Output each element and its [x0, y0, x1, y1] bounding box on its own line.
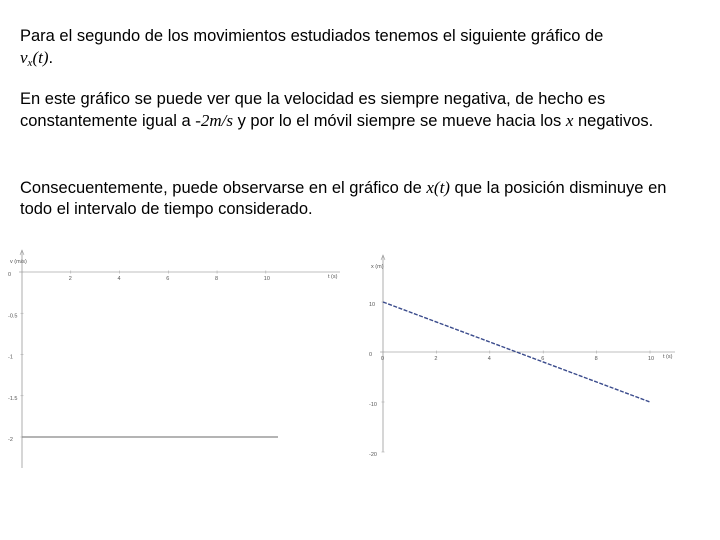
p2-text-a: En este gráfico se puede ver que la velocidad es siempre negativa, de hecho es constantemente igual a — [20, 90, 606, 130]
chart-0-xtick-label: 6 — [166, 276, 170, 282]
chart-1-ytick-label: 10 — [369, 302, 376, 308]
chart-0-xlabel: t (s) — [328, 274, 338, 280]
x-symbol: x — [565, 111, 574, 130]
chart-1-xtick-label: 4 — [487, 356, 491, 362]
chart-0-ylabel: v (m/s) — [10, 259, 27, 265]
chart-0-ytick-label: -0.5 — [8, 313, 18, 320]
chart-1-xtick-label: 0 — [381, 356, 385, 362]
chart-1-xtick-label: 2 — [434, 356, 438, 362]
chart-0-ytick-label: 0 — [8, 272, 12, 278]
chart-1-ylabel: x (m) — [371, 264, 384, 270]
chart-1-xtick-label: 8 — [594, 356, 598, 362]
p3-text-a: Consecuentemente, puede observarse en el gráfico de — [20, 179, 427, 197]
chart-0-xtick-label: 2 — [68, 276, 72, 282]
chart-1-xtick-label: 10 — [648, 356, 655, 362]
chart-1-ytick-label: 0 — [369, 352, 373, 358]
chart-0-ytick-label: -1 — [8, 354, 13, 361]
chart-1-xtick-label: 6 — [541, 356, 545, 362]
velocity-symbol: $v_x(t)$ — [20, 48, 49, 69]
chart-0-ytick-label: -1.5 — [8, 395, 18, 402]
chart-1-ytick-label: -20 — [369, 452, 377, 458]
chart-0-ytick-label: -2 — [8, 437, 13, 443]
chart-1-xlabel: t (s) — [663, 354, 673, 360]
chart-0-xtick-label: 10 — [263, 276, 270, 282]
p1-text: Para el segundo de los movimientos estudiados tenemos el siguiente gráfico de — [20, 27, 604, 45]
p2-text-c: negativos. — [573, 112, 654, 130]
chart-1-ytick-label: -10 — [369, 402, 377, 408]
chart-0-xtick-label: 8 — [215, 276, 219, 282]
p2-text-b: y por lo el móvil siempre se mueve hacia los — [232, 112, 566, 130]
position-function: x(t) — [426, 178, 450, 197]
velocity-value: -2m/s — [195, 111, 233, 130]
p3-text-b: que la posición disminuye en todo el intervalo de tiempo considerado. — [20, 179, 667, 218]
p1-end: . — [48, 49, 54, 67]
chart-0-xtick-label: 4 — [117, 276, 121, 282]
